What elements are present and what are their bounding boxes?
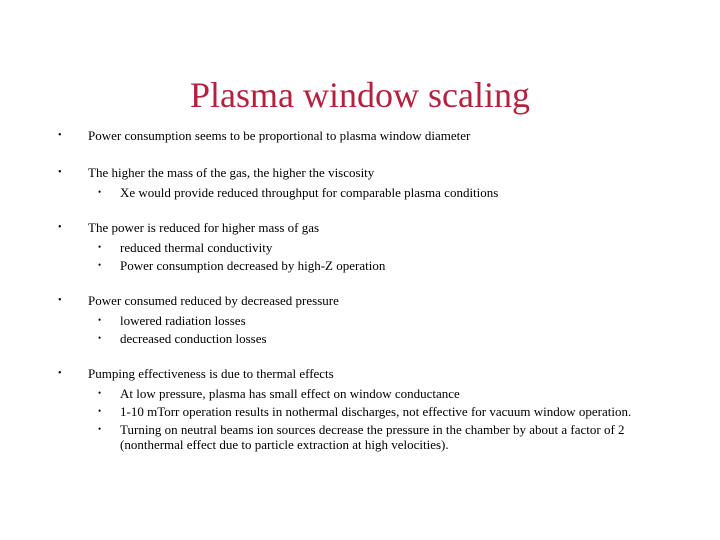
- sub-bullet-item: [58, 240, 668, 255]
- sub-bullet-text: Power consumption decreased by high-Z operation: [120, 258, 386, 273]
- sub-bullet-text: decreased conduction losses: [120, 331, 267, 346]
- sub-bullet-list: [58, 185, 668, 200]
- sub-bullet-text: lowered radiation losses: [120, 313, 246, 328]
- sub-bullet-list: [58, 240, 668, 273]
- sub-bullet-dot-icon: •: [98, 315, 102, 325]
- sub-bullet-list: [58, 386, 668, 452]
- bullet-item: [58, 127, 668, 145]
- bullet-item: [58, 365, 668, 452]
- bullet-list: [58, 127, 668, 471]
- sub-bullet-dot-icon: •: [98, 424, 102, 434]
- bullet-dot-icon: •: [58, 368, 62, 379]
- sub-bullet-text: Turning on neutral beams ion sources decrease the pressure in the chamber by about a factor of 2 (nonthermal effect due to particle extraction at high velocities).: [120, 422, 625, 452]
- sub-bullet-item: [58, 185, 668, 200]
- bullet-text: The power is reduced for higher mass of gas: [88, 220, 320, 235]
- sub-bullet-text: reduced thermal conductivity: [120, 240, 273, 255]
- bullet-item: [58, 219, 668, 273]
- sub-bullet-item: [58, 422, 668, 452]
- bullet-dot-icon: •: [58, 222, 62, 233]
- sub-bullet-item: [58, 313, 668, 328]
- sub-bullet-dot-icon: •: [98, 242, 102, 252]
- bullet-dot-icon: •: [58, 295, 62, 306]
- bullet-text: The higher the mass of the gas, the higher the viscosity: [88, 165, 375, 180]
- bullet-item: [58, 292, 668, 346]
- sub-bullet-dot-icon: •: [98, 388, 102, 398]
- sub-bullet-dot-icon: •: [98, 260, 102, 270]
- sub-bullet-dot-icon: •: [98, 406, 102, 416]
- slide-title: Plasma window scaling: [190, 75, 530, 115]
- sub-bullet-dot-icon: •: [98, 333, 102, 343]
- bullet-dot-icon: •: [58, 167, 62, 178]
- sub-bullet-text: Xe would provide reduced throughput for comparable plasma conditions: [120, 185, 499, 200]
- bullet-text: Power consumed reduced by decreased pressure: [88, 293, 339, 308]
- bullet-text: Power consumption seems to be proportional to plasma window diameter: [88, 128, 471, 143]
- bullet-item: [58, 164, 668, 200]
- sub-bullet-text: At low pressure, plasma has small effect on window conductance: [120, 386, 460, 401]
- bullet-dot-icon: •: [58, 130, 62, 141]
- sub-bullet-item: [58, 404, 668, 419]
- bullet-text: Pumping effectiveness is due to thermal effects: [88, 366, 334, 381]
- sub-bullet-text: 1-10 mTorr operation results in nothermal discharges, not effective for vacuum window operation.: [120, 404, 632, 419]
- sub-bullet-item: [58, 258, 668, 273]
- sub-bullet-item: [58, 386, 668, 401]
- sub-bullet-item: [58, 331, 668, 346]
- sub-bullet-list: [58, 313, 668, 346]
- sub-bullet-dot-icon: •: [98, 187, 102, 197]
